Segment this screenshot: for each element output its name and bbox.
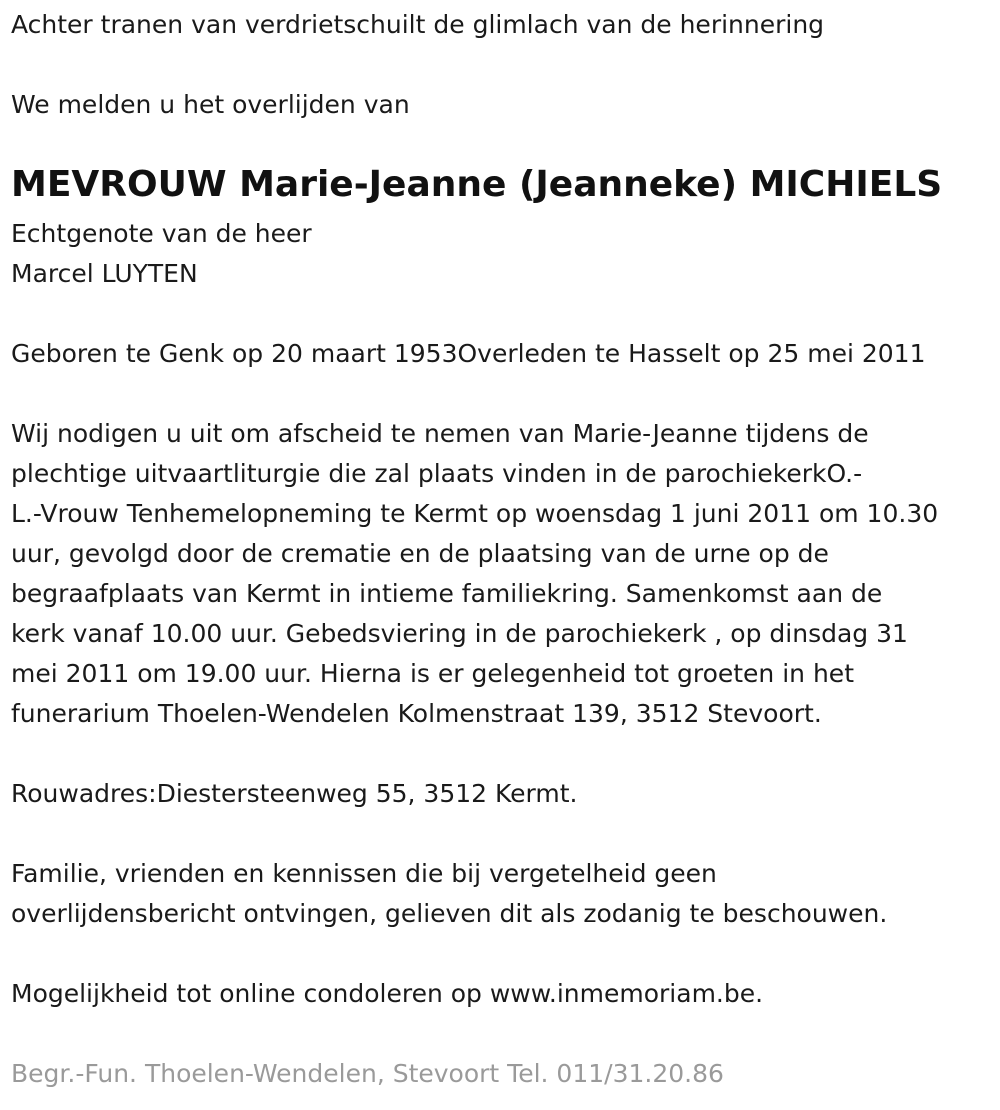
online-condolences: Mogelijkheid tot online condoleren op www.inmemoriam.be. bbox=[11, 979, 764, 1008]
birth-death-dates: Geboren te Genk op 20 maart 1953Overleden te Hasselt op 25 mei 2011 bbox=[11, 339, 926, 368]
intro-text: We melden u het overlijden van bbox=[11, 90, 410, 119]
ceremony-line: L.-Vrouw Tenhemelopneming te Kermt op woensdag 1 juni 2011 om 10.30 bbox=[11, 499, 939, 528]
deceased-name: MEVROUW Marie-Jeanne (Jeanneke) MICHIELS bbox=[11, 164, 943, 205]
notice-line: Familie, vrienden en kennissen die bij vergetelheid geen bbox=[11, 859, 717, 888]
ceremony-line: plechtige uitvaartliturgie die zal plaats vinden in de parochiekerkO.- bbox=[11, 459, 863, 488]
ceremony-line: kerk vanaf 10.00 uur. Gebedsviering in de parochiekerk , op dinsdag 31 bbox=[11, 619, 908, 648]
mourning-address: Rouwadres:Diestersteenweg 55, 3512 Kermt. bbox=[11, 779, 578, 808]
motto: Achter tranen van verdrietschuilt de glimlach van de herinnering bbox=[11, 10, 825, 39]
spouse-line-1: Echtgenote van de heer bbox=[11, 219, 312, 248]
funeral-home-footer: Begr.-Fun. Thoelen-Wendelen, Stevoort Tel. 011/31.20.86 bbox=[11, 1059, 724, 1088]
ceremony-line: mei 2011 om 19.00 uur. Hierna is er gelegenheid tot groeten in het bbox=[11, 659, 854, 688]
ceremony-line: Wij nodigen u uit om afscheid te nemen van Marie-Jeanne tijdens de bbox=[11, 419, 869, 448]
spouse-line-2: Marcel LUYTEN bbox=[11, 259, 198, 288]
notice-line: overlijdensbericht ontvingen, gelieven dit als zodanig te beschouwen. bbox=[11, 899, 888, 928]
ceremony-line: funerarium Thoelen-Wendelen Kolmenstraat 139, 3512 Stevoort. bbox=[11, 699, 822, 728]
ceremony-line: begraafplaats van Kermt in intieme familiekring. Samenkomst aan de bbox=[11, 579, 883, 608]
ceremony-line: uur, gevolgd door de crematie en de plaatsing van de urne op de bbox=[11, 539, 829, 568]
